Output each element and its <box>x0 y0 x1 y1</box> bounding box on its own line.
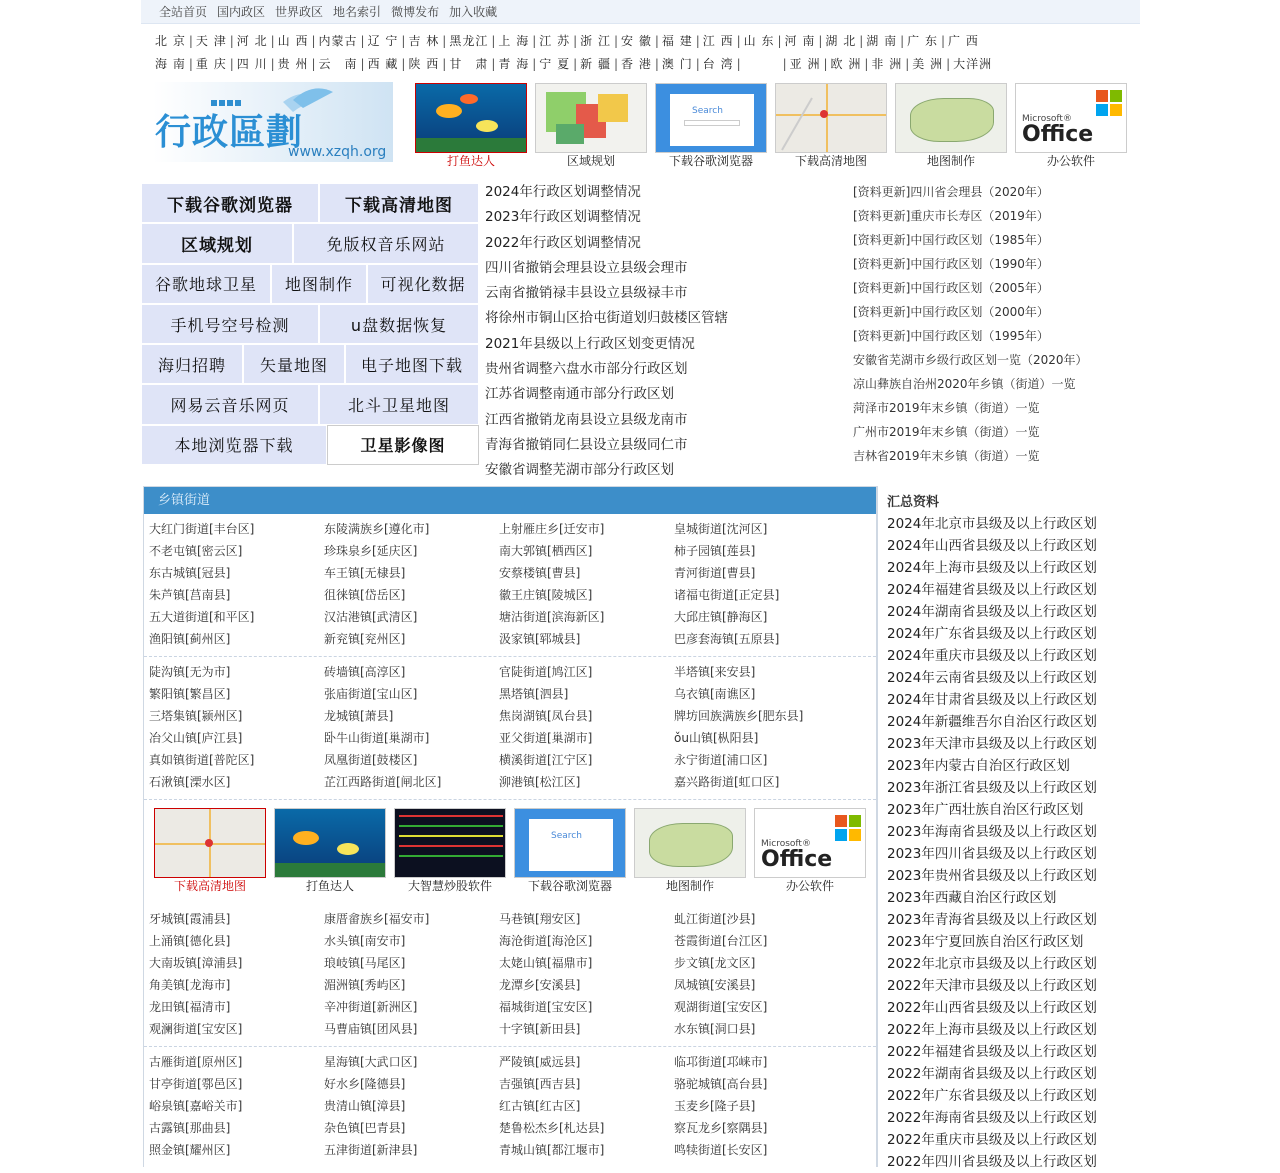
summary-item[interactable]: 2023年广西壮族自治区行政区划 <box>887 802 1084 818</box>
update-item[interactable]: 吉林省2019年末乡镇（街道）一览 <box>853 449 1040 463</box>
town-link[interactable]: 南大郭镇[栖西区] <box>499 544 593 558</box>
town-link[interactable]: 石湫镇[溧水区] <box>149 775 231 789</box>
town-link[interactable]: 观澜街道[宝安区] <box>149 1022 243 1036</box>
town-link[interactable]: 太姥山镇[福鼎市] <box>499 956 593 970</box>
news-item[interactable]: 青海省撤销同仁县设立县级同仁市 <box>485 436 688 453</box>
town-link[interactable]: 步文镇[龙文区] <box>674 956 756 970</box>
province-link[interactable]: 宁 夏 <box>539 57 571 71</box>
province-link[interactable]: 亚 洲 <box>789 57 821 71</box>
separator: | <box>818 34 823 48</box>
banner-thumb-office[interactable]: Microsoft® Office 办公软件 <box>1015 83 1127 169</box>
news-item[interactable]: 贵州省调整六盘水市部分行政区划 <box>485 361 688 378</box>
province-link[interactable]: 上 海 <box>498 34 530 48</box>
summary-item[interactable]: 2022年天津市县级及以上行政区划 <box>887 978 1097 994</box>
separator: | <box>442 34 447 48</box>
town-link[interactable]: 马巷镇[翔安区] <box>499 912 581 926</box>
town-link[interactable]: 陡沟镇[无为市] <box>149 665 231 679</box>
update-item[interactable]: [资料更新]中国行政区划（2005年） <box>853 281 1049 295</box>
town-link[interactable]: 凤城镇[安溪县] <box>674 978 756 992</box>
update-item[interactable]: [资料更新]四川省会理县（2020年） <box>853 185 1049 199</box>
province-link[interactable]: 甘 肃 <box>449 57 489 71</box>
province-row-1 <box>155 32 979 50</box>
summary-item[interactable]: 2024年福建省县级及以上行政区划 <box>887 582 1097 598</box>
update-item[interactable]: [资料更新]中国行政区划（1995年） <box>853 329 1049 343</box>
separator: | <box>401 57 406 71</box>
province-link[interactable]: 湖 南 <box>866 34 898 48</box>
ad-thumb-stock[interactable] <box>394 808 506 900</box>
province-link[interactable]: 陕 西 <box>408 57 440 71</box>
update-item[interactable]: 广州市2019年末乡镇（街道）一览 <box>853 425 1040 439</box>
ad-thumb-fishing[interactable] <box>274 808 386 900</box>
town-link[interactable]: 福城街道[宝安区] <box>499 1000 593 1014</box>
town-link[interactable]: 砖墙镇[高淳区] <box>324 665 406 679</box>
town-link[interactable]: 横溪街道[江宁区] <box>499 753 593 767</box>
town-link[interactable]: 汲家镇[郓城县] <box>499 632 581 646</box>
separator: | <box>270 34 275 48</box>
town-link[interactable]: 柿子园镇[莲县] <box>674 544 756 558</box>
town-link[interactable]: 渔阳镇[蓟州区] <box>149 632 231 646</box>
town-link[interactable]: 凤凰街道[鼓楼区] <box>324 753 418 767</box>
btn-beidou-map[interactable]: 北斗卫星地图 <box>319 384 479 424</box>
town-link[interactable]: 三塔集镇[颍州区] <box>149 709 243 723</box>
town-link[interactable]: 青河街道[曹县] <box>674 566 756 580</box>
summary-item[interactable]: 2022年广东省县级及以上行政区划 <box>887 1088 1097 1104</box>
summary-item[interactable]: 2023年海南省县级及以上行政区划 <box>887 824 1097 840</box>
town-link[interactable]: 亚父街道[巢湖市] <box>499 731 593 745</box>
province-link[interactable]: 澳 门 <box>661 57 693 71</box>
province-link[interactable]: 湖 北 <box>825 34 857 48</box>
update-item[interactable]: [资料更新]中国行政区划（1990年） <box>853 257 1049 271</box>
town-link[interactable]: 真如镇街道[普陀区] <box>149 753 255 767</box>
ad-thumb-row <box>144 800 876 904</box>
banner-caption: 下载高清地图 <box>794 154 867 168</box>
province-link[interactable]: 河 北 <box>236 34 268 48</box>
town-link[interactable]: 半塔镇[来安县] <box>674 665 756 679</box>
town-link[interactable]: 峪泉镇[嘉峪关市] <box>149 1099 243 1113</box>
nav-domestic[interactable]: 国内政区 <box>217 5 266 19</box>
nav-index[interactable]: 地名索引 <box>333 5 382 19</box>
quick-link-grid <box>141 183 479 465</box>
btn-map-making[interactable]: 地图制作 <box>271 264 367 304</box>
province-link[interactable]: 辽 宁 <box>367 34 399 48</box>
province-link[interactable]: 广 东 <box>907 34 938 48</box>
summary-item[interactable]: 2022年福建省县级及以上行政区划 <box>887 1044 1097 1060</box>
banner-thumb-mapmaking[interactable] <box>895 83 1007 169</box>
separator: | <box>613 57 618 71</box>
summary-item[interactable]: 2024年山西省县级及以上行政区划 <box>887 538 1097 554</box>
banner-caption: 打鱼达人 <box>446 154 495 168</box>
separator: | <box>270 57 275 71</box>
province-link[interactable]: 非 洲 <box>871 57 903 71</box>
town-link[interactable]: 康厝畲族乡[福安市] <box>324 912 430 926</box>
separator: | <box>654 34 659 48</box>
logo-text: 行政區劃 <box>155 111 304 153</box>
news-item[interactable]: 将徐州市铜山区拾屯街道划归鼓楼区管辖 <box>485 310 728 327</box>
town-link[interactable]: 贵清山镇[漳县] <box>324 1099 406 1113</box>
province-link[interactable]: 江 西 <box>702 34 734 48</box>
town-link[interactable]: 杂色镇[巴青县] <box>324 1121 406 1135</box>
province-link[interactable]: 欧 洲 <box>830 57 862 71</box>
town-link[interactable]: 临邛街道[邛崃市] <box>674 1055 768 1069</box>
town-link[interactable]: 汉沽港镇[武清区] <box>324 610 418 624</box>
btn-returnee-jobs[interactable]: 海归招聘 <box>141 344 243 384</box>
ad-thumb-hdmap[interactable] <box>154 808 266 900</box>
news-list <box>485 180 845 484</box>
btn-phone-check[interactable]: 手机号空号检测 <box>141 304 319 344</box>
summary-item[interactable]: 2023年浙江省县级及以上行政区划 <box>887 780 1097 796</box>
news-item[interactable]: 安徽省调整芜湖市部分行政区划 <box>485 462 674 479</box>
update-list <box>853 180 1133 468</box>
town-link[interactable]: 甘亭街道[鄠邑区] <box>149 1077 243 1091</box>
province-link[interactable]: 浙 江 <box>580 34 611 48</box>
summary-item[interactable]: 2024年上海市县级及以上行政区划 <box>887 560 1097 576</box>
province-link[interactable]: 海 南 <box>155 57 186 71</box>
towns-panel <box>143 486 877 1167</box>
town-link[interactable]: 牌坊回族满族乡[肥东县] <box>674 709 804 723</box>
separator: | <box>491 34 496 48</box>
summary-item[interactable]: 2024年新疆维吾尔自治区行政区划 <box>887 714 1097 730</box>
summary-item[interactable]: 2024年云南省县级及以上行政区划 <box>887 670 1097 686</box>
town-link[interactable]: 琅岐镇[马尾区] <box>324 956 406 970</box>
summary-item[interactable]: 2023年宁夏回族自治区行政区划 <box>887 934 1084 950</box>
separator: | <box>823 57 828 71</box>
summary-sidebar <box>877 486 1140 1170</box>
province-link[interactable]: 江 苏 <box>539 34 571 48</box>
summary-item[interactable]: 2022年上海市县级及以上行政区划 <box>887 1022 1097 1038</box>
province-link[interactable]: 福 建 <box>661 34 693 48</box>
town-link[interactable]: 徂徕镇[岱岳区] <box>324 588 406 602</box>
banner-thumb-planning[interactable] <box>535 83 647 169</box>
btn-free-music[interactable]: 免版权音乐网站 <box>293 223 479 263</box>
province-link[interactable]: 内蒙古 <box>318 34 358 48</box>
separator: | <box>442 57 447 71</box>
update-item[interactable]: [资料更新]重庆市长寿区（2019年） <box>853 209 1049 223</box>
nav-favorite[interactable]: 加入收藏 <box>449 5 498 19</box>
btn-region-plan[interactable]: 区域规划 <box>141 223 293 263</box>
province-link[interactable]: 大洋洲 <box>953 57 993 71</box>
towns-section-1 <box>144 518 876 650</box>
province-link[interactable]: 天 津 <box>195 34 227 48</box>
town-link[interactable]: 古露镇[那曲县] <box>149 1121 231 1135</box>
separator: | <box>654 57 659 71</box>
town-link[interactable]: 龙潭乡[安溪县] <box>499 978 581 992</box>
town-link[interactable]: 水头镇[南安市] <box>324 934 406 948</box>
town-link[interactable]: 皇城街道[沈河区] <box>674 522 768 536</box>
town-link[interactable]: 东陵满族乡[遵化市] <box>324 522 430 536</box>
panel-title: 乡镇街道 <box>144 487 876 514</box>
summary-item[interactable]: 2022年四川省县级及以上行政区划 <box>887 1154 1097 1170</box>
separator: | <box>188 57 193 71</box>
town-link[interactable]: 玉麦乡[隆子县] <box>674 1099 756 1113</box>
town-link[interactable]: 古雁街道[原州区] <box>149 1055 243 1069</box>
nav-home[interactable]: 全站首页 <box>159 5 208 19</box>
btn-visual-data[interactable]: 可视化数据 <box>367 264 479 304</box>
province-link[interactable]: 台 湾 <box>702 57 734 71</box>
town-link[interactable]: 冶父山镇[庐江县] <box>149 731 243 745</box>
ad-thumb-office[interactable]: Microsoft® Office 办公软件 <box>754 808 866 900</box>
office-logo-icon: Office <box>761 847 833 872</box>
top-nav <box>141 0 1140 24</box>
province-link[interactable]: 美 洲 <box>912 57 944 71</box>
summary-item[interactable]: 2023年贵州省县级及以上行政区划 <box>887 868 1097 884</box>
banner-thumb-fishing[interactable] <box>415 83 527 169</box>
separator: | <box>940 34 945 48</box>
page <box>141 0 1140 1170</box>
province-link[interactable]: 山 东 <box>743 34 775 48</box>
town-link[interactable]: 龙城镇[萧县] <box>324 709 394 723</box>
town-link[interactable]: 安蔡楼镇[曹县] <box>499 566 581 580</box>
banner-caption: 下载谷歌浏览器 <box>668 154 753 168</box>
province-link[interactable]: 安 徽 <box>621 34 652 48</box>
separator: | <box>573 57 578 71</box>
summary-item[interactable]: 2022年海南省县级及以上行政区划 <box>887 1110 1097 1126</box>
summary-item[interactable]: 2024年重庆市县级及以上行政区划 <box>887 648 1097 664</box>
separator: | <box>532 57 537 71</box>
town-link[interactable]: 察瓦龙乡[察隅县] <box>674 1121 768 1135</box>
separator: | <box>777 34 782 48</box>
town-link[interactable]: 五津街道[新津县] <box>324 1143 418 1157</box>
town-link[interactable]: ǒu山镇[枞阳县] <box>674 731 759 745</box>
town-link[interactable]: 乌衣镇[南谯区] <box>674 687 756 701</box>
province-link[interactable]: 黑龙江 <box>449 34 489 48</box>
separator: | <box>736 34 741 48</box>
separator: | <box>360 34 365 48</box>
ad-caption: 大智慧炒股软件 <box>407 879 492 893</box>
btn-hd-map[interactable]: 下载高清地图 <box>319 183 479 223</box>
town-link[interactable]: 楚鲁松杰乡[札达县] <box>499 1121 605 1135</box>
banner-caption: 办公软件 <box>1046 154 1095 168</box>
summary-item[interactable]: 2023年青海省县级及以上行政区划 <box>887 912 1097 928</box>
town-link[interactable]: 湄洲镇[秀屿区] <box>324 978 406 992</box>
town-link[interactable]: 红古镇[红古区] <box>499 1099 581 1113</box>
news-item[interactable]: 江苏省调整南通市部分行政区划 <box>485 386 674 403</box>
summary-item[interactable]: 2023年内蒙古自治区行政区划 <box>887 758 1070 774</box>
town-link[interactable]: 鸣犊街道[长安区] <box>674 1143 768 1157</box>
separator: | <box>613 34 618 48</box>
separator: | <box>401 34 406 48</box>
separator: | <box>900 34 905 48</box>
logo-url: www.xzqh.org <box>288 144 387 160</box>
news-item[interactable]: 云南省撤销禄丰县设立县级禄丰市 <box>485 285 688 302</box>
town-link[interactable]: 张庙街道[宝山区] <box>324 687 418 701</box>
summary-item[interactable]: 2022年北京市县级及以上行政区划 <box>887 956 1097 972</box>
update-item[interactable]: [资料更新]中国行政区划（2000年） <box>853 305 1049 319</box>
town-link[interactable]: 芷江西路街道[闸北区] <box>324 775 442 789</box>
summary-item[interactable]: 2022年山西省县级及以上行政区划 <box>887 1000 1097 1016</box>
towns-section-4 <box>144 1051 876 1161</box>
banner-thumb-chrome[interactable] <box>655 83 767 169</box>
btn-vector-map[interactable]: 矢量地图 <box>243 344 345 384</box>
ad-caption: 下载谷歌浏览器 <box>527 879 612 893</box>
province-link[interactable]: 新 疆 <box>580 57 611 71</box>
separator: | <box>905 57 910 71</box>
btn-usb-recovery[interactable]: u盘数据恢复 <box>319 304 479 344</box>
town-link[interactable]: 苍霞街道[台江区] <box>674 934 768 948</box>
province-link[interactable]: 广 西 <box>948 34 979 48</box>
office-logo-icon: Office <box>1022 122 1094 147</box>
province-link[interactable]: 重 庆 <box>195 57 227 71</box>
btn-local-browser[interactable]: 本地浏览器下载 <box>141 425 327 465</box>
summary-item[interactable]: 2023年天津市县级及以上行政区划 <box>887 736 1097 752</box>
town-link[interactable]: 好水乡[隆德县] <box>324 1077 406 1091</box>
town-link[interactable]: 青城山镇[都江堰市] <box>499 1143 605 1157</box>
town-link[interactable]: 海沧街道[海沧区] <box>499 934 593 948</box>
town-link[interactable]: 五大道街道[和平区] <box>149 610 255 624</box>
ad-thumb-mapmaking[interactable] <box>634 808 746 900</box>
town-link[interactable]: 新兖镇[兖州区] <box>324 632 406 646</box>
town-link[interactable]: 大红门街道[丰台区] <box>149 522 255 536</box>
town-link[interactable]: 黑塔镇[泗县] <box>499 687 569 701</box>
search-icon: Search <box>692 106 723 116</box>
separator: | <box>229 34 234 48</box>
banner-thumb-hdmap[interactable] <box>775 83 887 169</box>
town-link[interactable]: 永宁街道[浦口区] <box>674 753 768 767</box>
summary-item[interactable]: 2023年西藏自治区行政区划 <box>887 890 1057 906</box>
town-link[interactable]: 官陡街道[鸠江区] <box>499 665 593 679</box>
ad-caption: 下载高清地图 <box>173 879 246 893</box>
nav-world[interactable]: 世界政区 <box>275 5 324 19</box>
province-link[interactable]: 山 西 <box>277 34 309 48</box>
town-link[interactable]: 十字镇[新田县] <box>499 1022 581 1036</box>
town-link[interactable]: 虬江街道[沙县] <box>674 912 756 926</box>
summary-item[interactable]: 2024年北京市县级及以上行政区划 <box>887 516 1097 532</box>
separator: | <box>311 57 316 71</box>
update-item[interactable]: 安徽省芜湖市乡级行政区划一览（2020年） <box>853 353 1088 367</box>
ad-thumb-chrome[interactable] <box>514 808 626 900</box>
town-link[interactable]: 珍珠泉乡[延庆区] <box>324 544 418 558</box>
update-item[interactable]: 凉山彝族自治州2020年乡镇（街道）一览 <box>853 377 1076 391</box>
town-link[interactable]: 巴彦套海镇[五原县] <box>674 632 780 646</box>
news-item[interactable]: 2023年行政区划调整情况 <box>485 209 641 226</box>
town-link[interactable]: 大邱庄镇[静海区] <box>674 610 768 624</box>
update-item[interactable]: [资料更新]中国行政区划（1985年） <box>853 233 1049 247</box>
summary-item[interactable]: 2022年湖南省县级及以上行政区划 <box>887 1066 1097 1082</box>
town-link[interactable]: 水东镇[洞口县] <box>674 1022 756 1036</box>
town-link[interactable]: 诸福屯街道[正定县] <box>674 588 780 602</box>
news-item[interactable]: 2024年行政区划调整情况 <box>485 184 641 200</box>
summary-item[interactable]: 2024年甘肃省县级及以上行政区划 <box>887 692 1097 708</box>
town-link[interactable]: 徽王庄镇[陵城区] <box>499 588 593 602</box>
province-link[interactable]: 吉 林 <box>408 34 440 48</box>
update-item[interactable]: 菏泽市2019年末乡镇（街道）一览 <box>853 401 1040 415</box>
town-link[interactable]: 角美镇[龙海市] <box>149 978 231 992</box>
town-link[interactable]: 大南坂镇[漳浦县] <box>149 956 243 970</box>
town-link[interactable]: 星海镇[大武口区] <box>324 1055 418 1069</box>
province-link[interactable]: 北 京 <box>155 34 186 48</box>
news-item[interactable]: 江西省撤销龙南县设立县级龙南市 <box>485 411 688 428</box>
banner-caption: 地图制作 <box>926 154 975 168</box>
province-link[interactable]: 青 海 <box>498 57 530 71</box>
town-link[interactable]: 嘉兴路街道[虹口区] <box>674 775 780 789</box>
summary-title: 汇总资料 <box>887 495 940 510</box>
summary-item[interactable]: 2023年四川省县级及以上行政区划 <box>887 846 1097 862</box>
province-link[interactable]: 四 川 <box>236 57 268 71</box>
btn-netease-music[interactable]: 网易云音乐网页 <box>141 384 319 424</box>
separator: | <box>532 34 537 48</box>
town-link[interactable]: 东古城镇[冠县] <box>149 566 231 580</box>
summary-item[interactable]: 2022年重庆市县级及以上行政区划 <box>887 1132 1097 1148</box>
separator: | <box>695 57 700 71</box>
summary-list <box>887 513 1140 1173</box>
separator: | <box>736 57 741 71</box>
province-link[interactable]: 河 南 <box>784 34 816 48</box>
province-link[interactable]: 云 南 <box>318 57 358 71</box>
separator: | <box>188 34 193 48</box>
province-link[interactable]: 香 港 <box>621 57 652 71</box>
separator: | <box>695 34 700 48</box>
summary-item[interactable]: 2024年广东省县级及以上行政区划 <box>887 626 1097 642</box>
nav-weibo[interactable]: 微博发布 <box>391 5 440 19</box>
separator: | <box>229 57 234 71</box>
town-link[interactable]: 车王镇[无棣县] <box>324 566 406 580</box>
separator: | <box>946 57 951 71</box>
province-link[interactable]: 贵 州 <box>277 57 309 71</box>
town-link[interactable]: 泖港镇[松江区] <box>499 775 581 789</box>
btn-google-earth[interactable]: 谷歌地球卫星 <box>141 264 271 304</box>
town-link[interactable]: 卧牛山街道[巢湖市] <box>324 731 430 745</box>
separator: | <box>573 34 578 48</box>
btn-emap-download[interactable]: 电子地图下载 <box>345 344 479 384</box>
province-link[interactable]: 西 藏 <box>367 57 399 71</box>
province-row-2 <box>155 55 992 73</box>
town-link[interactable]: 严陵镇[威远县] <box>499 1055 581 1069</box>
town-link[interactable]: 朱芦镇[莒南县] <box>149 588 231 602</box>
news-item[interactable]: 2022年行政区划调整情况 <box>485 234 641 251</box>
separator: | <box>311 34 316 48</box>
town-link[interactable]: 照金镇[耀州区] <box>149 1143 231 1157</box>
btn-satellite-image[interactable]: 卫星影像图 <box>327 425 479 465</box>
separator: | <box>782 57 787 71</box>
town-link[interactable]: 焦岗湖镇[凤台县] <box>499 709 593 723</box>
town-link[interactable]: 不老屯镇[密云区] <box>149 544 243 558</box>
separator: | <box>491 57 496 71</box>
towns-section-3 <box>144 908 876 1040</box>
town-link[interactable]: 上射雁庄乡[迁安市] <box>499 522 605 536</box>
town-link[interactable]: 观湖街道[宝安区] <box>674 1000 768 1014</box>
separator: | <box>360 57 365 71</box>
btn-chrome-download[interactable]: 下载谷歌浏览器 <box>141 183 319 223</box>
town-link[interactable]: 牙城镇[霞浦县] <box>149 912 231 926</box>
ad-caption: 办公软件 <box>785 879 834 893</box>
news-item[interactable]: 四川省撤销会理县设立县级会理市 <box>485 259 688 276</box>
separator: | <box>864 57 869 71</box>
ad-caption: 地图制作 <box>665 879 714 893</box>
town-link[interactable]: 辛冲街道[新洲区] <box>324 1000 418 1014</box>
site-logo[interactable] <box>153 82 393 162</box>
town-link[interactable]: 繁阳镇[繁昌区] <box>149 687 231 701</box>
town-link[interactable]: 骆驼城镇[高台县] <box>674 1077 768 1091</box>
ad-caption: 打鱼达人 <box>305 879 354 893</box>
search-icon: Search <box>551 831 582 841</box>
towns-section-2 <box>144 661 876 793</box>
town-link[interactable]: 上涌镇[德化县] <box>149 934 231 948</box>
separator: | <box>859 34 864 48</box>
summary-item[interactable]: 2024年湖南省县级及以上行政区划 <box>887 604 1097 620</box>
town-link[interactable]: 塘沽街道[滨海新区] <box>499 610 605 624</box>
banner-caption: 区域规划 <box>566 154 615 168</box>
town-link[interactable]: 龙田镇[福清市] <box>149 1000 231 1014</box>
town-link[interactable]: 吉强镇[西吉县] <box>499 1077 581 1091</box>
town-link[interactable]: 马曹庙镇[团风县] <box>324 1022 418 1036</box>
news-item[interactable]: 2021年县级以上行政区划变更情况 <box>485 335 695 352</box>
